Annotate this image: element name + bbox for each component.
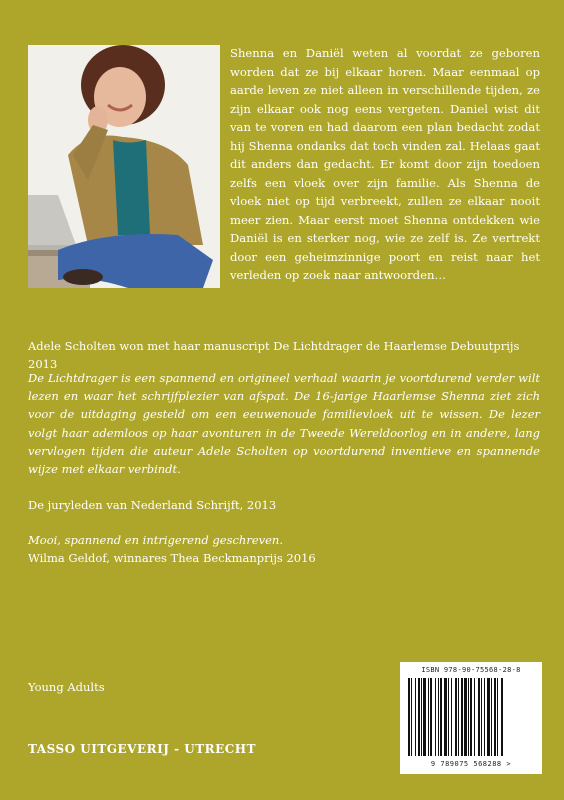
author-photo	[28, 45, 220, 288]
isbn-barcode	[400, 662, 542, 774]
review-quote: Mooi, spannend en intrigerend geschreven.	[28, 533, 283, 547]
review-quote-source: Wilma Geldof, winnares Thea Beckmanprijs 2016	[28, 551, 316, 565]
barcode-digits: 9 789075 568288 >	[430, 760, 512, 768]
publisher-name: TASSO UITGEVERIJ - UTRECHT	[28, 742, 257, 756]
genre-label: Young Adults	[28, 680, 105, 694]
barcode-icon	[406, 678, 536, 758]
jury-quote: De Lichtdrager is een spannend en origineel verhaal waarin je voortdurend verder wilt lezen en waar het schrijfplezier van afspat. De 16-jarige Haarlemse Shenna ziet zich voor de uitdaging gesteld om een eeuwenoude familievloek uit te wissen. De lezer volgt haar ademloos op haar avonturen in de Tweede Wereldoorlog en in andere, lang vervlogen tijden die auteur Adele Scholten op voortdurend inventieve en spannende wijze met elkaar verbindt.	[28, 371, 540, 477]
award-text: Adele Scholten won met haar manuscript De Lichtdrager de Haarlemse Debuutprijs 2013	[28, 339, 520, 371]
jury-quote-source: De juryleden van Nederland Schrijft, 2013	[28, 498, 277, 512]
isbn-label: ISBN 978-90-75568-28-8	[421, 666, 521, 674]
synopsis-text: Shenna en Daniël weten al voordat ze geboren worden dat ze bij elkaar horen. Maar eenmaal op aarde leven ze niet alleen in verschillende tijden, ze zijn elkaar ook nog eens vergeten. Daniel wist dit van te voren en had daarom een plan bedacht zodat hij Shenna ondanks dat toch vinden zal. Helaas gaat dit anders dan gedacht. Er komt door zijn toedoen zelfs een vloek over zijn familie. Als Shenna de vloek niet op tijd verbreekt, zullen ze elkaar nooit meer zien. Maar eerst moet Shenna ontdekken wie Daniël is en sterker nog, wie ze zelf is. Ze vertrekt door een geheimzinnige poort en reist naar het verleden op zoek naar antwoorden…	[230, 46, 540, 282]
